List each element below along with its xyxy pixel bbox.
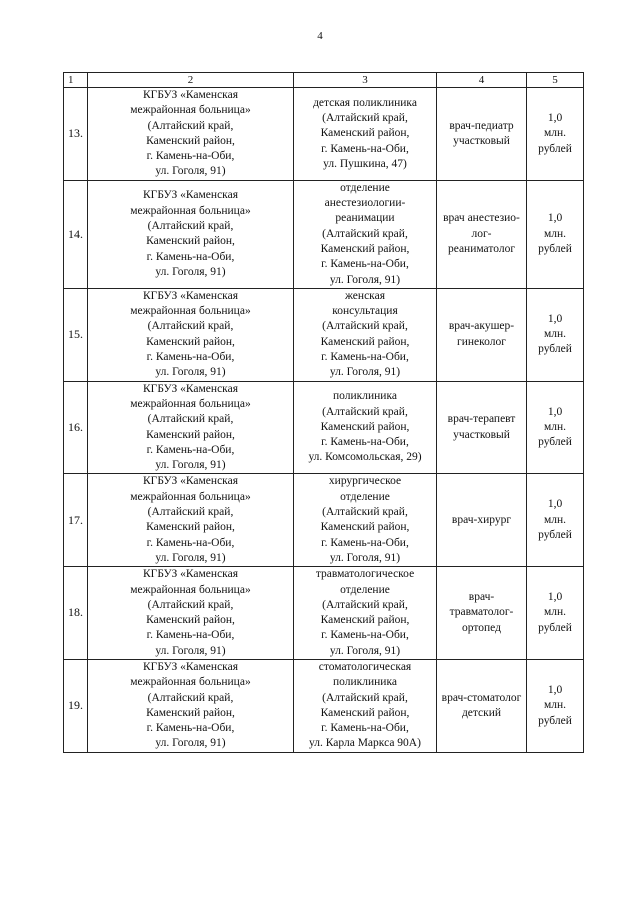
department-text: хирургическое отделение (Алтайский край, Каменский район, г. Камень-на-Оби, ул. Гоголя, 91) [320, 475, 410, 564]
department-cell [294, 381, 437, 474]
position-cell [437, 381, 527, 474]
amount-cell [527, 567, 584, 660]
position-cell [437, 474, 527, 567]
position-text: врач-терапевт участковый [447, 413, 516, 441]
department-cell [294, 567, 437, 660]
amount-cell [527, 381, 584, 474]
column-header: 2 [88, 73, 294, 88]
department-cell [294, 474, 437, 567]
department-text: женская консультация (Алтайский край, Каменский район, г. Камень-на-Оби, ул. Гоголя, 91) [320, 289, 410, 379]
department-cell [294, 88, 437, 181]
organization-cell [88, 659, 294, 752]
organization-text: КГБУЗ «Каменская межрайонная больница» (Алтайский край, Каменский район, г. Камень-на-Оби, ул. Гоголя, 91) [130, 189, 251, 278]
row-number: 16. [64, 381, 88, 474]
table-row [64, 659, 584, 752]
row-number: 18. [64, 567, 88, 660]
row-number: 14. [64, 180, 88, 288]
positions-table [63, 72, 584, 753]
column-header: 3 [294, 73, 437, 88]
table-row [64, 288, 584, 381]
organization-text: КГБУЗ «Каменская межрайонная больница» (Алтайский край, Каменский район, г. Камень-на-Оби, ул. Гоголя, 91) [130, 382, 251, 472]
amount-cell [527, 659, 584, 752]
column-header: 1 [64, 73, 88, 88]
position-cell [437, 88, 527, 181]
amount-cell [527, 88, 584, 181]
position-text: врач-акушер- гинеколог [448, 320, 515, 348]
table-row [64, 180, 584, 288]
column-header: 4 [437, 73, 527, 88]
department-text: отделение анестезиологии- реанимации (Алтайский край, Каменский район, г. Камень-на-Оби, ул. Гоголя, 91) [320, 181, 410, 286]
department-text: травматологическое отделение (Алтайский край, Каменский район, г. Камень-на-Оби, ул. Гоголя, 91) [315, 568, 415, 657]
amount-cell [527, 180, 584, 288]
row-number: 13. [64, 88, 88, 181]
amount-cell [527, 288, 584, 381]
organization-text: КГБУЗ «Каменская межрайонная больница» (Алтайский край, Каменский район, г. Камень-на-Оби, ул. Гоголя, 91) [130, 475, 251, 564]
organization-cell [88, 381, 294, 474]
position-text: врач-хирург [451, 513, 512, 526]
column-header: 5 [527, 73, 584, 88]
table-row [64, 381, 584, 474]
organization-text: КГБУЗ «Каменская межрайонная больница» (Алтайский край, Каменский район, г. Камень-на-Оби, ул. Гоголя, 91) [130, 568, 251, 657]
amount-cell [527, 474, 584, 567]
position-text: врач анестезио- лог- реаниматолог [443, 212, 520, 255]
amount-text: 1,0 млн. рублей [538, 111, 572, 155]
position-cell [437, 288, 527, 381]
row-number: 19. [64, 659, 88, 752]
position-text: врач-педиатр участковый [449, 119, 514, 147]
organization-cell [88, 88, 294, 181]
amount-text: 1,0 млн. рублей [538, 591, 572, 634]
page-number: 4 [317, 30, 323, 42]
amount-text: 1,0 млн. рублей [538, 405, 572, 449]
organization-text: КГБУЗ «Каменская межрайонная больница» (Алтайский край, Каменский район, г. Камень-на-Оби, ул. Гоголя, 91) [130, 89, 251, 178]
table-row [64, 567, 584, 660]
organization-cell [88, 474, 294, 567]
department-cell [294, 180, 437, 288]
row-number: 17. [64, 474, 88, 567]
position-cell [437, 659, 527, 752]
amount-text: 1,0 млн. рублей [538, 498, 572, 541]
organization-text: КГБУЗ «Каменская межрайонная больница» (Алтайский край, Каменский район, г. Камень-на-Оби, ул. Гоголя, 91) [130, 289, 251, 379]
table-row [64, 88, 584, 181]
position-text: врач-стоматолог детский [441, 691, 522, 719]
position-text: врач- травматолог- ортопед [449, 591, 514, 634]
amount-text: 1,0 млн. рублей [538, 212, 572, 255]
organization-cell [88, 288, 294, 381]
table-header-row [64, 73, 584, 88]
department-text: стоматологическая поликлиника (Алтайский край, Каменский район, г. Камень-на-Оби, ул. Карла Маркса 90А) [309, 660, 421, 750]
table-row [64, 474, 584, 567]
department-text: детская поликлиника (Алтайский край, Каменский район, г. Камень-на-Оби, ул. Пушкина, 47) [313, 96, 417, 170]
row-number: 15. [64, 288, 88, 381]
position-cell [437, 180, 527, 288]
department-text: поликлиника (Алтайский край, Каменский район, г. Камень-на-Оби, ул. Комсомольская, 29) [308, 390, 422, 464]
department-cell [294, 659, 437, 752]
amount-text: 1,0 млн. рублей [538, 312, 572, 356]
organization-cell [88, 180, 294, 288]
amount-text: 1,0 млн. рублей [538, 683, 572, 727]
position-cell [437, 567, 527, 660]
organization-cell [88, 567, 294, 660]
organization-text: КГБУЗ «Каменская межрайонная больница» (Алтайский край, Каменский район, г. Камень-на-Оби, ул. Гоголя, 91) [130, 660, 251, 750]
department-cell [294, 288, 437, 381]
